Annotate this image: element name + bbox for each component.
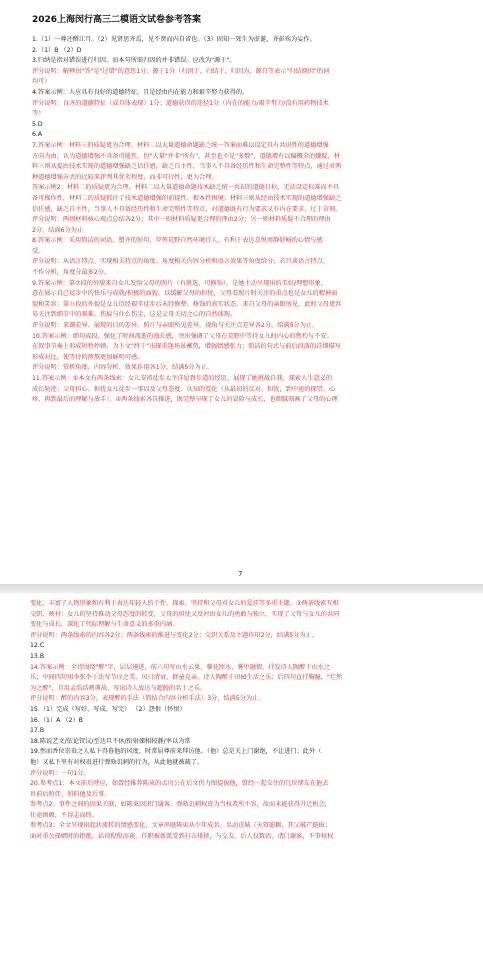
text-line: 乐；中间四句用李张李于法写节序之美，风日清衰，群童竞亲，诗人陶醉于田园生活之乐；后四句直抒胸臆，"烂然 [30,674,343,682]
text-line: 评分说明：解释出"答"是"过错"的意思1分；源于1分（归因于、归结于、归因为、源自等表示"归结原因"的词 [32,67,330,75]
text-line: 评分说明：从语言特点、实现相关特点的角度、角度相关内容分析和语言效果等角度给分；若只谈语言特点、 [32,258,329,266]
text-line: 评分说明：两条线索的内容各2分；两条线索的推进与变化2分；交织关系及主题作用2分，结满5分为止。 [30,631,318,639]
text-line: 貌和笑容；第⑪段的外貌是女儿历经艰辛徒步后未经修整、修饰的真实状态，来自父母的亲眼所见，此时父母更容 [32,300,342,308]
text-line: 受。 [32,247,45,255]
text-line: 答案示例2：材料二的质疑更为合理。材料二以大量道德命题技术缺乏统一共识的道德目标，无法设定标准而不具 [32,184,340,192]
text-line: 等） [32,110,45,118]
text-line: 评分说明：良善的道德特征（或具体表现）1分；道德获得的途径1分（内在的能力/艰辛努力/没有用药物技术 [32,99,329,107]
text-line: 备可操作性，材料二的质疑抓住了技术道德增强的前提性、根本性困境；材料三则从经由技术实现的道德增强缺乏 [32,194,342,202]
text-line: 参考点3：全文呈现出起状流转的情感变化，文章串联陈束从少年成名、名动京城（天资聪颖，其父破产挺拔； [30,822,331,830]
text-line: 5.D [32,120,43,128]
text-line: 12.C [30,642,45,650]
text-line: 9.答案示例：第⑦段的外貌来自女儿发给父母的照片（有挑选、可修饰），是她主动呈现出的美好/理想形象， [32,279,328,287]
text-line: 16.（1）A （2）B [30,716,83,724]
text-line: 信任感，缺乏自主性，当事人不具备经历性和生命完整性等特点，对道德既有行为要求又有内在要求，过于苛刻。 [32,205,342,213]
text-line: 评分说明：两则材料核心观点总结各2分；其中一则材料质疑更合理的理由2分；另一则材料质疑不合理的理由 [32,216,331,224]
text-line: 1.（1）一尊还酹江月。（2）见贤思齐焉，见不贤而内自省也。（3）固知一死生为虚诞，齐彭殇为妄作。 [32,36,316,43]
text-line: 14.答案示例：全诗围绕"醉"字，层层递进，前六句写山水云果、蓼花照水，雾中融情，抒发诗人陶醉于山水之 [30,663,331,671]
text-line: 均可） [32,78,51,86]
text-line: 15.（1）完成（写好、写成、写完） （2）怨恨（怀恨） [30,705,186,713]
text-line: 变化，丰富了人物形象和有利于表达年轻人的个性、探索、坚持和父母对女儿的爱挂等多重主题。③两条线索互相 [30,600,339,607]
text-line: 世前后照伴、照料他及后事。 [30,790,111,798]
text-line: 为之醉"，且用孟浩浩嗜典故，写出诗人放达与超脱的名士之乐。 [30,684,207,692]
text-line: 评分说明：醉的内容3分，表现醉的手法（简结合内容分析手法）3分，结满5分为止。 [30,695,265,703]
text-line: 评分说明：一句1分。 [30,769,90,777]
text-line: 10.答案示例：细句或段，强化了时间流逝的漫长感，突出强调了父母在荒野中等待女儿时内心的焦灼与不安； [32,332,333,340]
page2-body [30,599,469,843]
document-page-2 [0,593,483,960]
text-line: 形成对比，使等待的煎熬更加鲜明可感。 [32,353,144,361]
text-line: 评分说明：来源差异、展现的目的差异，照片与亲眼所见差异，视角与关注点差异各2分，给满5分为止。 [32,322,319,330]
text-line: 4.答案示例：人应具有良好的道德特征，且是经由内在能力和艰辛努力获得的。 [32,88,249,96]
text-line: 8.答案示例：采用简洁的词语，塑齐的短句，罗列荒野自然环境宜人，有利于表达喜悦周静舒畅的心情与感 [32,237,323,245]
text-line: 方向为由，认为道德增强不具备可能性。但"大量"并非"所有"，甚至也不是"多数"，道德增有以偏概全的嫌疑，材 [32,152,340,160]
text-line: 面对重公择婿时的拒绝，话得倪倪而谈，任职被新派受到打击排挤，与交友，后人仅数语，诸门谢客，不事权权 [30,833,334,841]
text-line: 他）又私下里有对权贵进行弹劾讥刺的行为，从此他就被疏了。 [30,758,204,766]
text-line: 3.归纳是指对错误进行归因，而本句所需归因的并非错误。应改为"源于"。 [32,57,236,65]
text-line: 料三则从提由技术实现的道德增强缺乏信任感，缺乏自主性，当事人不具备经历性和生命完整性等特点，通过对两 [32,163,342,171]
text-line: 种道德增强方式的比较来评判其优劣程度，而非可行性，更为合理。 [32,173,218,181]
text-line: 20.参考点1：本文前后呼应，如曾经推荐陈束的孟川公在后文仍力图提拔他，曾经一起交往的几位朋友在他去 [30,780,329,788]
text-line: 17.B [30,727,45,735]
text-line: 19.然而香位崇贵之人私下得暮他的风度，时常屈尊前来拜访他。（他）总是关上门谢绝，不让进门；此外（ [30,748,322,756]
text-line: 评分说明：赏析角度、内容分析、效果作用各1分，结满5分为止。 [32,364,214,372]
text-line: 11.答案示例：①本文有两条线索：女儿安祷徒步太平洋屋脊步道的经历，展现了她挑战自我、探索人生意义的 [32,375,333,382]
text-line: 18.陈说艺文/依论钗议/至达旦不休/衔射傈相较静/率以为常 [30,737,191,745]
text-line: 2.（1）B （2）D [32,46,82,54]
text-line: 在叙事节奏上形成短暂停顿，为下文"终于"出现重逢场景蓄势，增强情感张力；简洁的句式与前后段落的详细描写 [32,343,341,351]
page-number: 7 [238,570,243,578]
text-line: 参考点2：事件之间的因果关联，如陈束因闭门谢客、弹劾讥刺权贵为当权者所不容，故而未能获得升迁机会， [30,801,331,809]
text-line: 不作分析，角度分最多2分。 [32,269,111,277]
document-title: 2026上海闵行高三二模语文试卷参考答案 [32,15,202,25]
page-separator [0,584,483,593]
text-line: 疼，再到最后的理解与放手）。②两条线索各自推进，既完整呈现了女儿的冒险与成长，也细腻刻画了父母的心理 [32,396,338,404]
text-line: 2分，结满6分为止 [32,226,84,234]
text-line: 仕途困顿，不得志而终。 [30,811,99,819]
text-line: 易关注到细节中的艰难，伤痕与什么伤尘，这是父母关切之心的自然体现。 [32,311,237,319]
text-line: 7.答案示例：材料三的质疑更为合理。材料二以大量道德命题缺乏统一答案而难以设定具有共识性的道德增强 [32,141,329,149]
text-line: 13.B [30,652,45,660]
text-line: 6.A [32,131,43,139]
page1-body [32,35,465,406]
text-line: 交织、映衬：女儿的坚持推动父母态度的转变，父母的担忧又反衬出女儿的勇敢与独立，实现了父母与女儿的共同 [30,610,340,618]
text-line: 变化与成长，深化了代际理解与生命意义的多重内涵。 [30,621,179,629]
text-line: 意在展示自己徒步中的快乐与成就/积极的面貌，以缓解父母的担忧，父母看照片时关注的重点也是女儿的精神面 [32,290,338,298]
text-line: 成长轨迹；父母担心、担忧女儿徒步一事以及父母态度、认知的变化（从最初的反对、担忧，到中途的探望、心 [32,385,336,393]
